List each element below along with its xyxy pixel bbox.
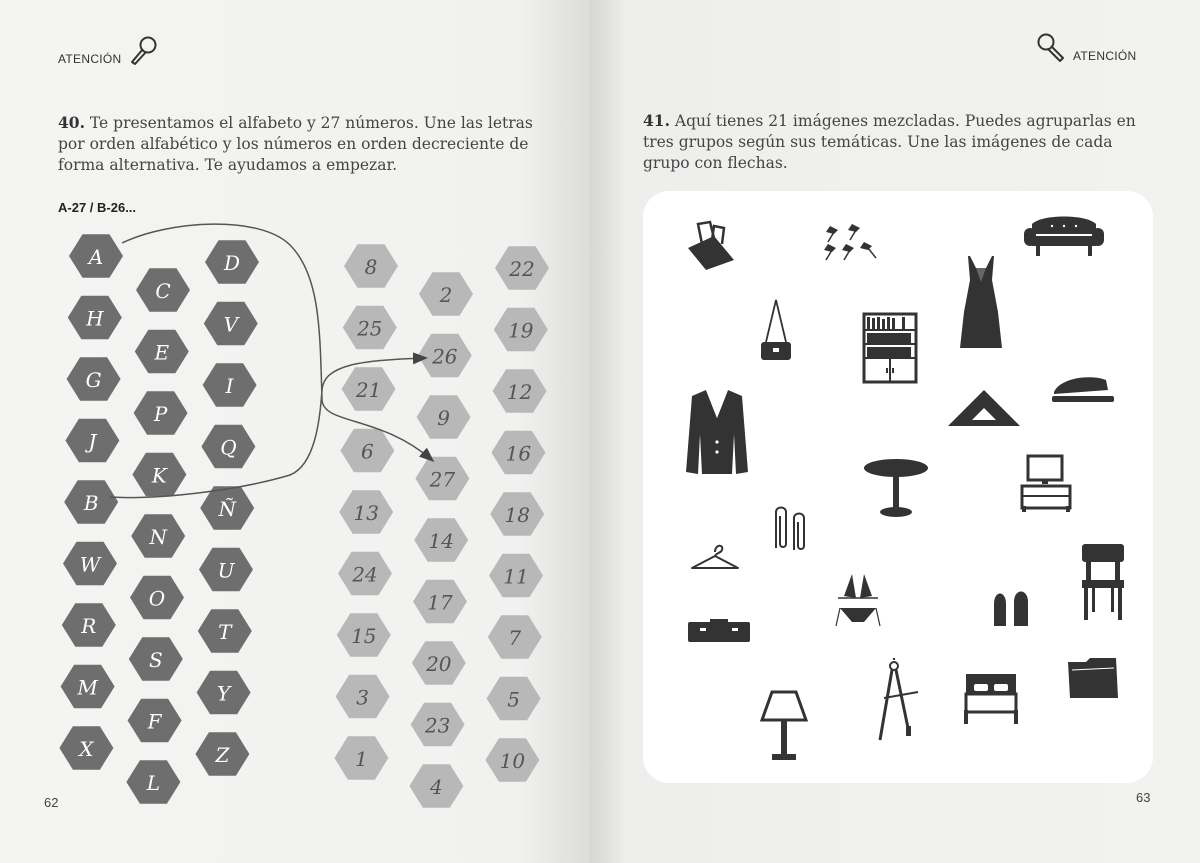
hexagon-number: 18 xyxy=(504,503,530,527)
hexagon-number: 2 xyxy=(439,283,453,307)
letter-hexagon xyxy=(64,480,118,523)
exercise-number: 41. xyxy=(643,111,670,130)
page-number: 62 xyxy=(44,795,59,810)
shoes-icon xyxy=(990,586,1032,628)
hexagon-letter: R xyxy=(81,614,97,638)
hexagon-letter: C xyxy=(155,279,171,303)
hexagon-number: 11 xyxy=(503,564,529,589)
letter-hexagon xyxy=(136,268,190,311)
sofa-icon xyxy=(1022,214,1106,258)
number-hexagon xyxy=(417,395,471,438)
lamp-icon xyxy=(760,690,808,762)
paper-clips-icon xyxy=(770,504,810,554)
hexagon-letter: K xyxy=(151,463,167,488)
hexagon-number: 26 xyxy=(432,344,458,369)
dress-icon xyxy=(958,252,1004,350)
suitcase-icon xyxy=(686,618,752,644)
hexagon-letter: F xyxy=(147,709,162,734)
number-hexagon xyxy=(488,615,542,658)
hexagon-number: 7 xyxy=(508,626,522,650)
number-hexagon xyxy=(344,244,398,287)
hexagon-letter: H xyxy=(86,306,104,331)
exercise-text: Te presentamos el alfabeto y 27 números. Une las letras por orden alfabético y los números en orden decreciente de forma alternativa. Te ayudamos a empezar. xyxy=(58,114,533,174)
number-hexagon xyxy=(338,552,392,595)
number-hexagon xyxy=(411,703,465,746)
hexagon-letter: G xyxy=(85,368,102,392)
hexagon-number: 12 xyxy=(506,380,533,404)
set-square-icon xyxy=(946,388,1022,428)
page-number: 63 xyxy=(1136,790,1151,805)
letter-hexagon xyxy=(205,240,259,283)
letter-hexagon xyxy=(200,486,254,529)
hexagon-letter: S xyxy=(148,648,163,672)
jacket-icon xyxy=(684,388,750,476)
number-hexagon xyxy=(414,518,468,561)
letter-hexagon xyxy=(126,760,180,803)
number-hexagon xyxy=(415,457,469,500)
number-hexagon xyxy=(419,272,473,315)
letter-hexagon xyxy=(128,699,182,742)
hexagon-letter: X xyxy=(79,737,94,761)
hexagon-number: 22 xyxy=(509,257,535,281)
hexagon-letter: Q xyxy=(220,435,237,460)
bookshelf-icon xyxy=(862,312,918,384)
hexagon-letter: Ñ xyxy=(218,497,236,521)
number-hexagon xyxy=(490,492,544,535)
hexagon-letter: V xyxy=(223,312,239,337)
number-hexagon xyxy=(342,367,396,410)
exercise-41-prompt xyxy=(643,110,1143,174)
hexagon-number: 15 xyxy=(351,624,377,648)
bikini-icon xyxy=(834,572,882,630)
letter-hexagon xyxy=(62,603,116,646)
number-hexagon xyxy=(337,613,391,656)
bed-icon xyxy=(962,672,1020,726)
number-hexagon xyxy=(339,490,393,533)
hexagon-letter: E xyxy=(154,340,170,365)
hexagon-number: 16 xyxy=(505,441,532,466)
letter-hexagon xyxy=(195,732,249,775)
number-hexagon xyxy=(334,736,388,779)
hexagon-number: 20 xyxy=(426,652,452,676)
letter-hexagon xyxy=(135,330,189,373)
hexagon-letter: D xyxy=(223,251,241,275)
letter-hexagon xyxy=(63,542,117,585)
hexagon-number: 17 xyxy=(427,590,453,615)
push-pins-icon xyxy=(822,222,880,264)
hexagon-letter: M xyxy=(77,675,98,700)
hexagon-letter: B xyxy=(83,491,99,515)
handbag-icon xyxy=(758,296,794,364)
hexagon-number: 1 xyxy=(355,747,368,771)
hexagon-number: 25 xyxy=(357,316,383,341)
number-hexagon xyxy=(491,431,545,474)
hexagon-number: 23 xyxy=(424,713,451,738)
number-hexagon xyxy=(409,764,463,807)
hexagon-number: 10 xyxy=(499,749,526,773)
hexagon-number: 21 xyxy=(355,378,382,402)
hexagon-number: 27 xyxy=(429,467,456,492)
exercise-number: 40. xyxy=(58,113,85,132)
hexagon-number: 19 xyxy=(508,318,534,343)
letter-hexagon xyxy=(69,234,123,277)
hexagon-letter: P xyxy=(153,402,168,426)
letter-hexagon xyxy=(130,576,184,619)
letter-hexagon xyxy=(67,357,121,400)
letter-hexagon xyxy=(134,391,188,434)
letter-hexagon xyxy=(59,726,113,769)
number-hexagon xyxy=(489,554,543,597)
hexagon-letter: U xyxy=(217,558,235,583)
hexagon-letter: N xyxy=(149,525,167,549)
folder-icon xyxy=(1066,656,1120,700)
letter-hexagon xyxy=(203,363,257,406)
hexagon-letter: T xyxy=(218,620,232,644)
section-label: ATENCIÓN xyxy=(1073,49,1137,63)
number-hexagon xyxy=(336,675,390,718)
number-hexagon xyxy=(494,308,548,351)
number-hexagon xyxy=(343,306,397,349)
hexagon-number: 24 xyxy=(352,562,378,587)
exercise-text: Aquí tienes 21 imágenes mezcladas. Puedes agruparlas en tres grupos según sus temáticas. Une las imágenes de cada grupo con flechas. xyxy=(643,112,1136,172)
number-hexagon xyxy=(413,580,467,623)
chair-icon xyxy=(1078,542,1128,622)
number-hexagon xyxy=(418,334,472,377)
letter-hexagon xyxy=(201,425,255,468)
hexagon-number: 9 xyxy=(437,406,450,430)
letter-hexagon xyxy=(198,609,252,652)
hexagon-number: 4 xyxy=(430,775,443,799)
hexagon-letter: I xyxy=(225,374,234,398)
number-hexagon xyxy=(340,429,394,472)
round-table-icon xyxy=(862,456,930,518)
hexagon-number: 13 xyxy=(353,501,379,525)
letter-hexagon xyxy=(199,548,253,591)
hanger-icon xyxy=(688,540,742,574)
section-label: ATENCIÓN xyxy=(58,52,122,66)
letter-hexagon xyxy=(131,514,185,557)
hexagon-number: 3 xyxy=(356,685,369,710)
hexagon-number: 14 xyxy=(428,529,454,553)
letter-hexagon xyxy=(68,296,122,339)
hexagon-number: 6 xyxy=(361,439,374,464)
number-hexagon xyxy=(412,641,466,684)
hint-text: A-27 / B-26... xyxy=(58,200,137,215)
letter-hexagon xyxy=(197,671,251,714)
hexagon-number: 8 xyxy=(364,255,378,279)
stapler-icon xyxy=(1050,372,1116,406)
hexagon-letter: L xyxy=(146,771,161,795)
number-hexagon xyxy=(485,738,539,781)
number-hexagon xyxy=(487,677,541,720)
hexagon-letter: A xyxy=(88,245,104,269)
hexagon-letter: O xyxy=(148,586,166,611)
letter-hexagon xyxy=(132,453,186,496)
left-page xyxy=(0,0,590,863)
number-hexagon xyxy=(493,369,547,412)
letter-hexagon xyxy=(61,665,115,708)
compass-icon xyxy=(874,658,920,742)
hexagon-letter: Z xyxy=(215,743,230,767)
hexagon-puzzle xyxy=(0,0,590,863)
letter-hexagon xyxy=(65,419,119,462)
hexagon-letter: Y xyxy=(216,681,231,706)
hexagon-number: 5 xyxy=(507,687,520,712)
hexagon-letter: W xyxy=(79,552,101,577)
binder-clip-icon xyxy=(684,218,740,274)
tv-stand-icon xyxy=(1020,454,1072,514)
letter-hexagon xyxy=(129,637,183,680)
hexagon-letter: J xyxy=(88,429,97,454)
number-hexagon xyxy=(495,246,549,289)
magnifier-icon xyxy=(1036,32,1070,64)
letter-hexagon xyxy=(204,302,258,345)
